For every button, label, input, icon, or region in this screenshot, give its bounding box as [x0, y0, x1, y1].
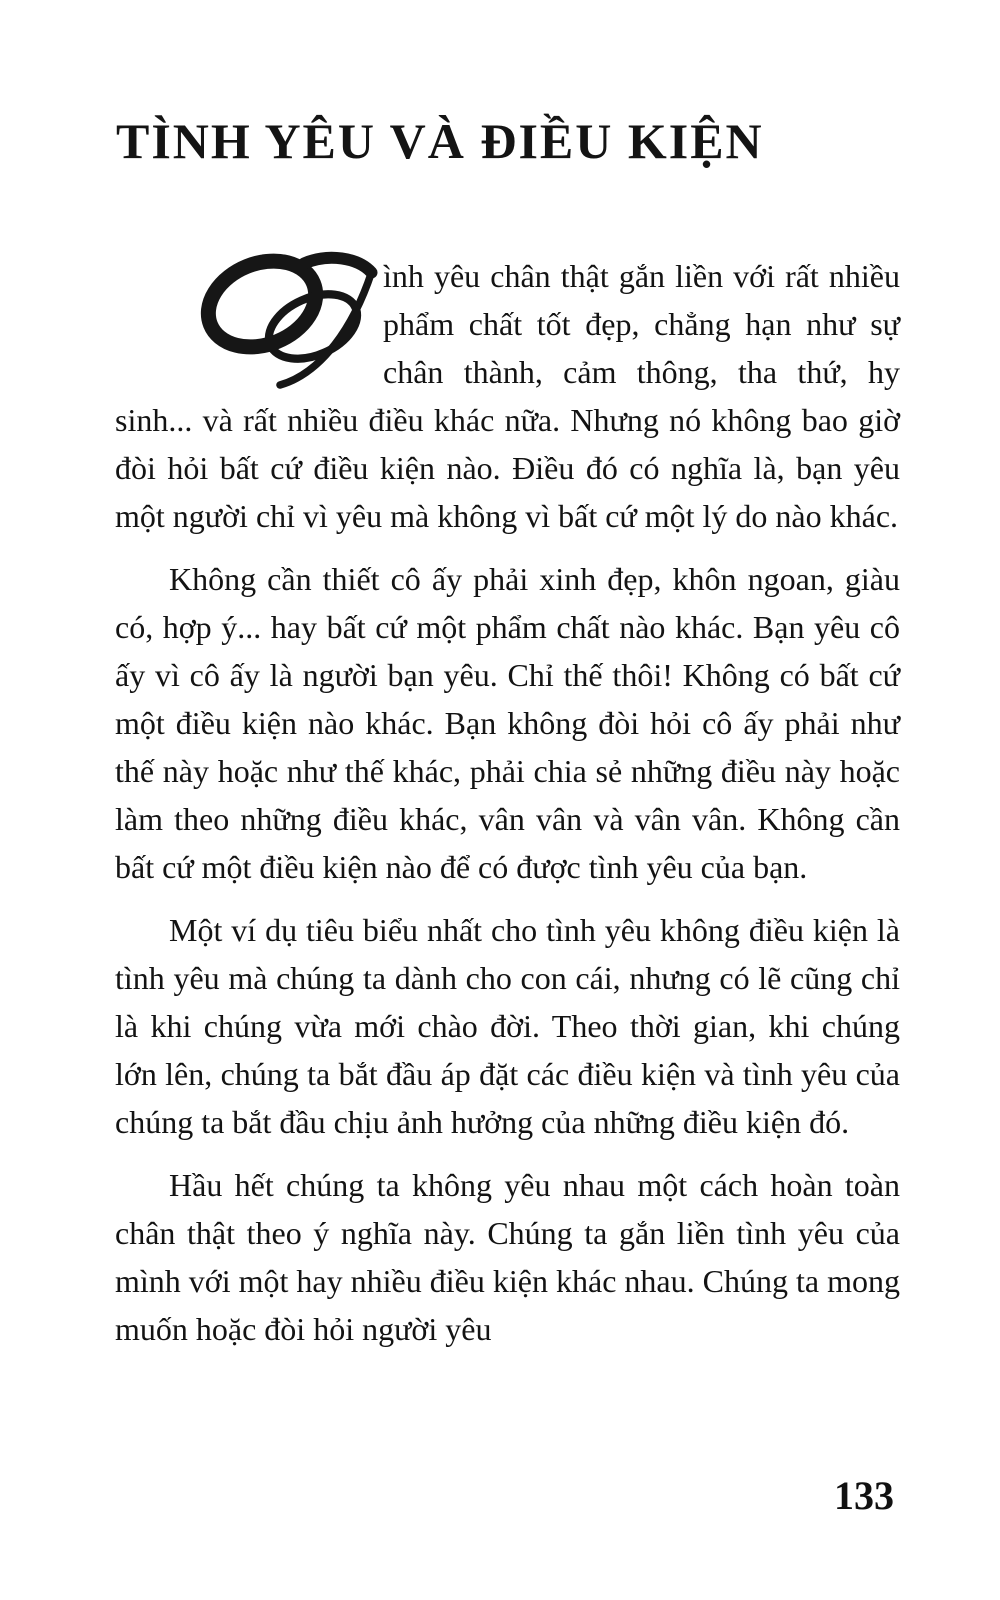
paragraph-2: Không cần thiết cô ấy phải xinh đẹp, khôn ngoan, giàu có, hợp ý... hay bất cứ một phẩm chất nào khác. Bạn yêu cô ấy vì cô ấy là người bạn yêu. Chỉ thế thôi! Không có bất cứ một điều kiện nào khác. Bạn không đòi hỏi cô ấy phải như thế này hoặc như thế khác, phải chia sẻ những điều này hoặc làm theo những điều khác, vân vân và vân vân. Không cần bất cứ một điều kiện nào để có được tình yêu của bạn.	[115, 561, 900, 885]
chapter-title: TÌNH YÊU VÀ ĐIỀU KIỆN	[116, 113, 764, 169]
paragraph-1	[115, 252, 900, 540]
dropcap-letter-icon	[199, 252, 371, 350]
paragraph-4: Hầu hết chúng ta không yêu nhau một cách hoàn toàn chân thật theo ý nghĩa này. Chúng ta gắn liền tình yêu của mình với một hay nhiều điều kiện khác nhau. Chúng ta mong muốn hoặc đòi hỏi người yêu	[115, 1167, 900, 1347]
paragraph-1-text: ình yêu chân thật gắn liền với rất nhiều phẩm chất tốt đẹp, chẳng hạn như sự chân thành, cảm thông, tha thứ, hy sinh... và rất nhiều điều khác nữa. Nhưng nó không bao giờ đòi hỏi bất cứ điều kiện nào. Điều đó có nghĩa là, bạn yêu một người chỉ vì yêu mà không vì bất cứ một lý do nào khác.	[115, 258, 900, 534]
body-text-block	[115, 252, 900, 1368]
paragraph-3: Một ví dụ tiêu biểu nhất cho tình yêu không điều kiện là tình yêu mà chúng ta dành cho con cái, nhưng có lẽ cũng chỉ là khi chúng vừa mới chào đời. Theo thời gian, khi chúng lớn lên, chúng ta bắt đầu áp đặt các điều kiện và tình yêu của chúng ta bắt đầu chịu ảnh hưởng của những điều kiện đó.	[115, 912, 900, 1140]
page-number: 133	[834, 1473, 894, 1518]
